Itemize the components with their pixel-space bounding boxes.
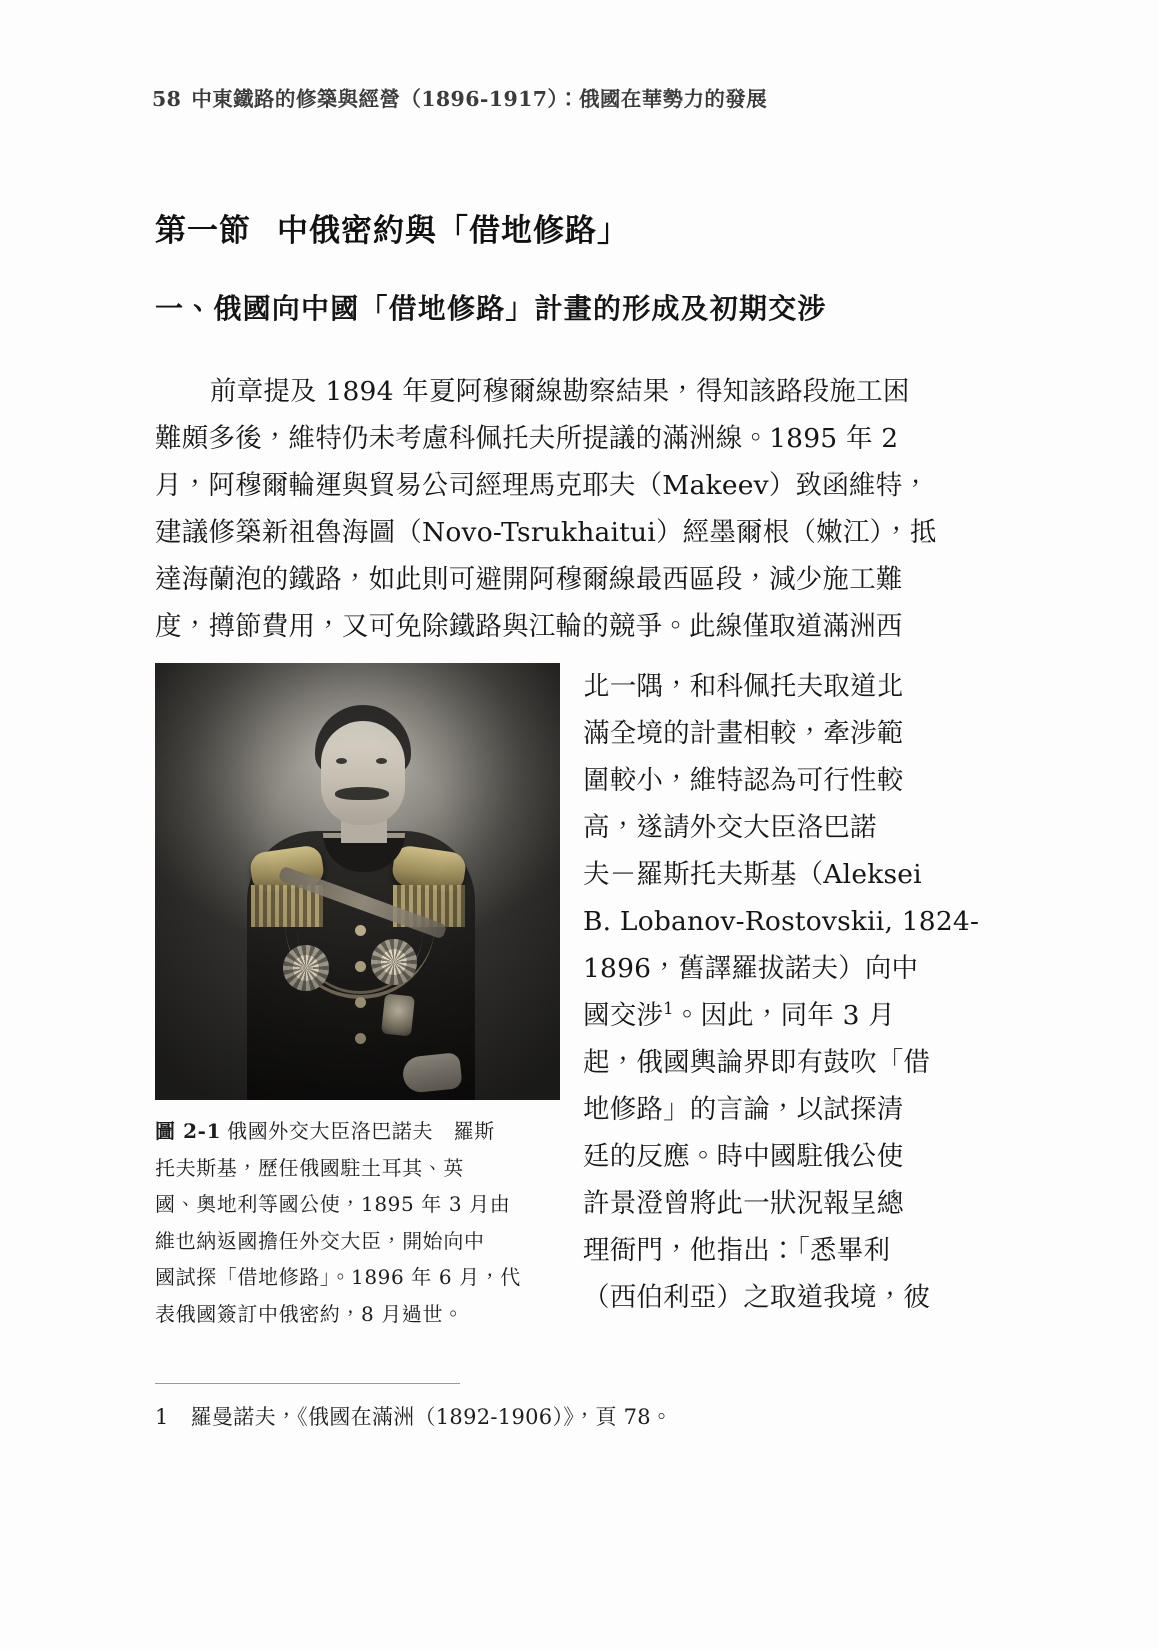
body-line: 地修路」的言論，以試探清 xyxy=(583,1094,904,1125)
body-line: 夫－羅斯托夫斯基（Aleksei xyxy=(583,859,922,890)
figure-number: 圖 2-1 xyxy=(155,1119,222,1143)
body-line-text: 國交涉 xyxy=(583,1000,664,1031)
body-line: 理衙門，他指出：「悉畢利 xyxy=(583,1235,891,1266)
figure-caption-line: 表俄國簽訂中俄密約，8 月過世。 xyxy=(155,1301,464,1326)
body-line: 廷的反應。時中國駐俄公使 xyxy=(583,1141,904,1172)
footnote-reference-marker[interactable]: 1 xyxy=(663,999,674,1019)
figure-caption-line: 國、奧地利等國公使，1895 年 3 月由 xyxy=(155,1192,511,1216)
body-line: 達海蘭泡的鐵路，如此則可避開阿穆爾線最西區段，減少施工難 xyxy=(155,564,903,595)
body-line: 難頗多後，維特仍未考慮科佩托夫所提議的滿洲線。1895 年 2 xyxy=(155,423,899,454)
body-paragraph-wrapped-column xyxy=(583,663,980,1321)
body-line: 前章提及 1894 年夏阿穆爾線勘察結果，得知該路段施工困 xyxy=(210,376,910,407)
running-head-title: 中東鐵路的修築與經營（1896-1917）：俄國在華勢力的發展 xyxy=(191,87,768,111)
section-number: 第一節 xyxy=(155,213,251,249)
body-paragraph xyxy=(155,368,955,650)
body-line: B. Lobanov-Rostovskii, 1824- xyxy=(583,906,980,937)
running-head xyxy=(152,82,1012,112)
body-line: 1896，舊譯羅拔諾夫）向中 xyxy=(583,953,919,984)
subsection-heading: 一、俄國向中國「借地修路」計畫的形成及初期交涉 xyxy=(155,292,827,325)
body-line: 高，遂請外交大臣洛巴諾 xyxy=(583,812,877,843)
figure-caption-line: 國試探「借地修路」。1896 年 6 月，代 xyxy=(155,1265,521,1289)
section-heading xyxy=(155,205,629,250)
figure-2-1 xyxy=(155,663,560,1332)
portrait-photograph xyxy=(155,663,560,1100)
body-line: 月，阿穆爾輪運與貿易公司經理馬克耶夫（Makeev）致函維特， xyxy=(155,470,930,501)
section-title-text: 中俄密約與「借地修路」 xyxy=(277,213,629,249)
body-line-text: 。因此，同年 3 月 xyxy=(673,1000,895,1031)
figure-caption-text: 俄國外交大臣洛巴諾夫 羅斯 xyxy=(227,1119,495,1143)
figure-caption-line: 維也納返國擔任外交大臣，開始向中 xyxy=(155,1228,485,1253)
footnote-entry xyxy=(155,1400,955,1434)
footnote-separator-rule xyxy=(155,1383,460,1384)
body-line: （西伯利亞）之取道我境，彼 xyxy=(583,1282,931,1313)
figure-caption-line xyxy=(155,1113,560,1150)
footnote-number: 1 xyxy=(155,1405,169,1429)
body-line: 許景澄曾將此一狀況報呈總 xyxy=(583,1188,904,1219)
body-line-with-footnote-ref xyxy=(583,992,955,1039)
body-line: 滿全境的計畫相較，牽涉範 xyxy=(583,718,904,749)
body-line: 起，俄國輿論界即有鼓吹「借 xyxy=(583,1047,931,1078)
portrait-vignette xyxy=(155,663,560,1100)
figure-caption xyxy=(155,1113,560,1332)
body-line: 圍較小，維特認為可行性較 xyxy=(583,765,904,796)
body-line: 度，撙節費用，又可免除鐵路與江輪的競爭。此線僅取道滿洲西 xyxy=(155,611,903,642)
body-line: 建議修築新祖魯海圖（Novo-Tsrukhaitui）經墨爾根（嫩江），抵 xyxy=(155,517,937,548)
body-line: 北一隅，和科佩托夫取道北 xyxy=(583,671,904,702)
figure-caption-line: 托夫斯基，歷任俄國駐土耳其、英 xyxy=(155,1155,464,1180)
page-folio-number: 58 xyxy=(152,87,182,111)
footnote-text: 羅曼諾夫，《俄國在滿洲（1892-1906）》，頁 78。 xyxy=(190,1405,673,1429)
